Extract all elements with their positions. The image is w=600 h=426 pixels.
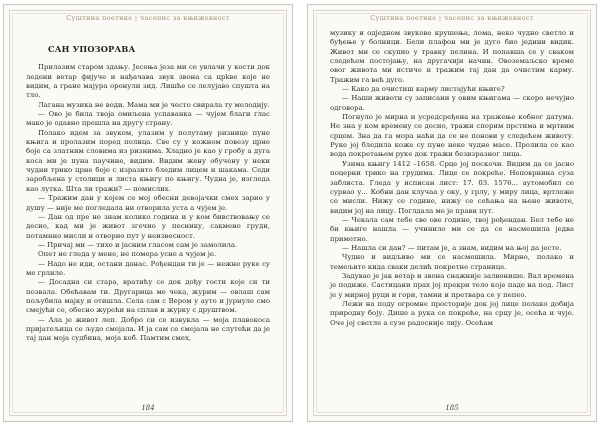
paragraph: — Нашла си дан? — питам је, а знам, видим на њој да јесте. — [342, 243, 562, 252]
paragraph: — Причај ми — тихо и јасним гласом сам је замолила. — [38, 240, 238, 249]
paragraph: — Ово је била твоја омиљена успаванка — чујем благи глас мако је одавно прешла на другу страну. — [26, 110, 270, 128]
paragraph: — Тражим дан у којем се мој обесни девојачки смех зарио у душу — није ме погледала ни отворила уста а чујем је. — [26, 194, 270, 212]
paragraph: Полако идем за звуком, улазим у полутаму ризнице пуне књига и пролазим поред полица. Све су у кожном повезу црне боје са златним словима из ризнима. Хладно је као у гробу а дуга коса ми је пуна паучине, видим. Видим жену обучену у неки чудни трико црне боје с изразито бледим лицем и шакама. Седи заробљена у столици и листа књигу по књигу. Чудна је, изгледа као лутка. Шта ли тражи? — помислих. — [26, 128, 270, 193]
paragraph: — Досадна си стара, вратићу се док дођу гости које си ти позвала. Обећавам ти. Другарица ме чека, журим — овлаш сам пољубила мајку и отишла. Села сам с Вером у ауто и јурнуле смо смејући се, обесно журећи на сплав и журку с друштвом. — [26, 278, 270, 315]
paragraph: Узима књигу 1412 –1658. Срце јој поскочи. Видим да се јасно поцерни трико на грудима. Лице се покреће. Неповрнина суза заблиста. Гледа у исписан лист: 17. 03. 1576... аутомобил се сурвао у... Кобни дан клучаа у оку, у грлу, у миру лица, вртложе се мисли. Нижу се године, нижу се сећања на њене животе, видим јој на лицу. Поглдала ме је прави пут. — [330, 159, 574, 215]
paragraph: — Наши животи су записани у овим књигама — скоро нечујно одговора. — [330, 94, 574, 112]
paragraph: Лагана музика не води. Мама ми је често свирала ту мелодију. — [38, 100, 270, 109]
left-page-number: 184 — [141, 404, 155, 412]
paragraph: Задувао је јак ветар и звона снажније залвонише. Вал времена је подиже. Састицани прах јој прекри тело које паде на под. Лист је у мирној руци и гори, тамни и претвара се у пепео. — [330, 271, 574, 299]
paragraph: — Дан од пре не знам колико година и у ком бивствовању се десио, кад ми је живот згечио у песнику, сакмено груди, потамнио мисли и отворио пут у неизвесност. — [26, 212, 270, 240]
left-page-body — [26, 29, 270, 344]
paragraph: — Ала је живот леп. Добро си се извукла — моја плавокоса пријатељица се људо смејала. И ја сам се смејала не слутећи да је тај дан моја судбина, моја коб. Памтим смех, — [26, 315, 270, 343]
right-page-number: 185 — [445, 404, 459, 412]
paragraph: музику и одједном звукове крушења, лома, неко чудно светло и буђење у болници. Бели плафон ми је дуго био једини видик. Живот ми се скупио у травку пелина. И попавша се у сваком следећем постојању, на другачији начин. Овоземаљско време овог живота ми истиче и тражим тај дан да очистим карму. Тражим га већ дуго. — [330, 29, 574, 84]
left-paragraphs — [26, 63, 270, 343]
paragraph: — Како да очистиш карму листајући књиге? — [342, 85, 505, 94]
story-title: САН УПОЗОРАВА — [48, 44, 136, 54]
paragraph: — Чекала сам тебе све ове године, твој рођендан. Бел тебе не би књиге нашла — учинило ми се да се насмешила једва приметно. — [330, 215, 574, 243]
right-running-header: Суштина поетике | часопис за књижевност — [370, 14, 534, 22]
right-page — [307, 4, 597, 422]
paragraph: Опет не гледа у мене, не помера усне а чујем је. — [38, 250, 217, 259]
left-running-header: Суштина поетике | часопис за књижевност — [66, 14, 230, 22]
paragraph: Чудно и видљиво ми се насмешила. Мирно, полако и темељито кида сваки делић покретне странице. — [330, 253, 574, 271]
paragraph: Лежи на поду огромне просторије док јој лице полако добија природну боју. Дише а рука се покреће, на срцу је, осећа и чује. Оче јој светле а сузе радосније лију. Осећам — [330, 299, 574, 327]
paragraph: Прилазим старом здању. Јесења језа ми се увлачи у кости док ледени ветар фијуче и нађачава звук звона са црkве које не видим, а гране мајура оронули зид. Лишће се лелујаво спушта на тло. — [26, 63, 270, 100]
paragraph: — Надо не иди, остани данас. Рођендан ти је — нежне руке су ме грлиле. — [26, 259, 270, 277]
right-page-body — [330, 29, 574, 328]
paragraph: Погнуло је мирна и усредсређена на тражење кобног датума. Не зна у ком времену се десио, тражи спорим прстима и мртвим срцем. Зна да га мора наћи да се не понови у следећем животу. Руке јој бледила коже су пуне неке чудне масе. Пролила се као вода покретањем руке док тражи безизразног лица. — [330, 113, 574, 159]
right-paragraphs — [330, 29, 574, 328]
left-page — [3, 4, 293, 422]
